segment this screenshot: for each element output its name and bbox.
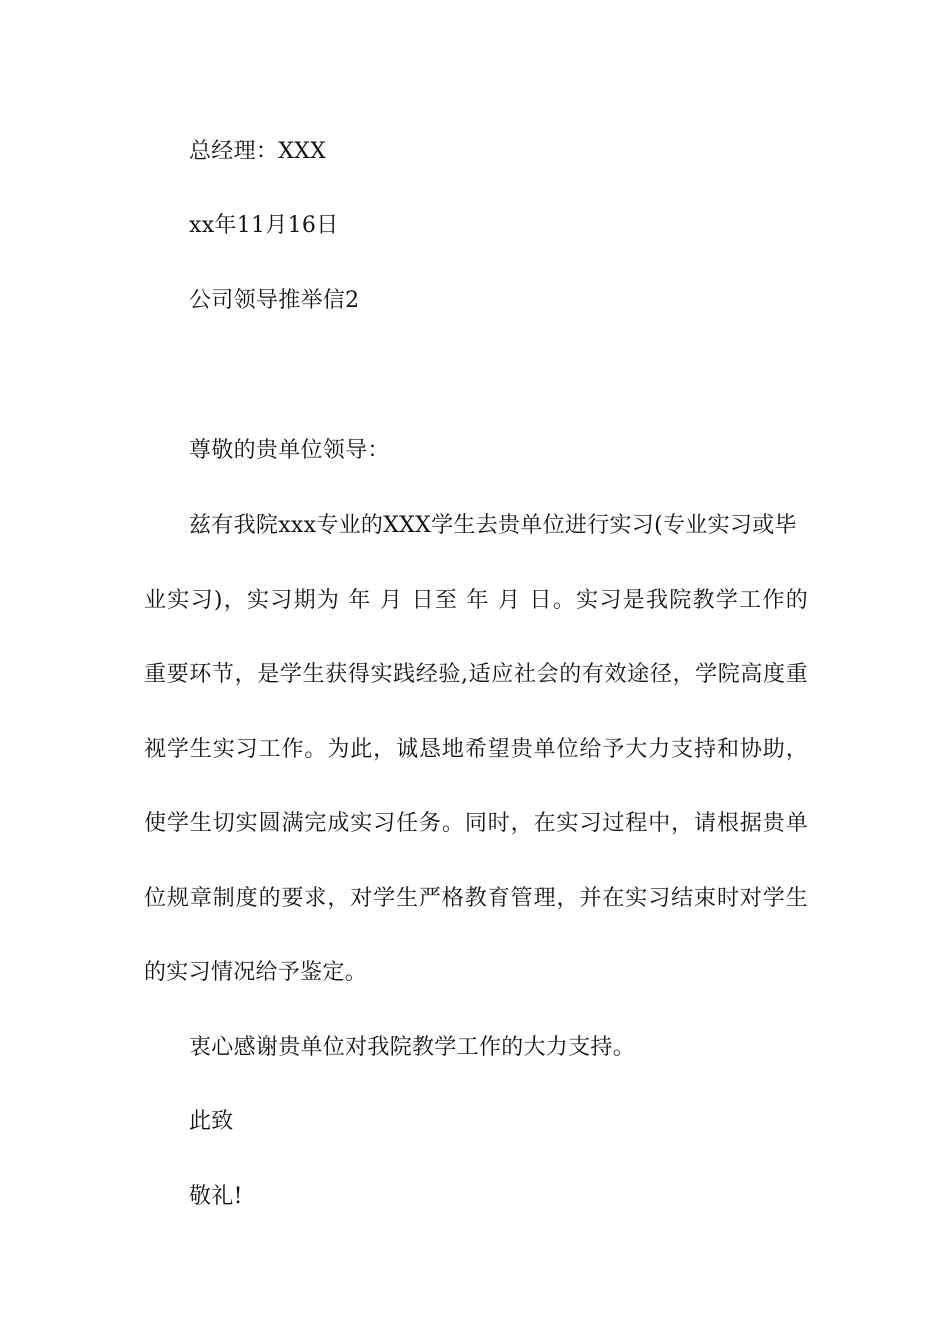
letter-title: 公司领导推举信2 <box>189 288 360 313</box>
body-paragraph-line: 使学生切实圆满完成实习任务。同时，在实习过程中，请根据贵单 <box>144 811 808 836</box>
letter-date: xx年11月16日 <box>189 213 339 238</box>
body-paragraph-line: 业实习)，实习期为 年 月 日至 年 月 日。实习是我院教学工作的 <box>144 588 808 613</box>
salutation: 尊敬的贵单位领导： <box>189 438 390 463</box>
closing-line: 敬礼! <box>189 1184 243 1209</box>
body-paragraph-line: 位规章制度的要求，对学生严格教育管理，并在实习结束时对学生 <box>144 886 808 911</box>
body-paragraph-line: 兹有我院xxx专业的XXX学生去贵单位进行实习(专业实习或毕 <box>189 513 797 538</box>
body-paragraph-line: 重要环节，是学生获得实践经验,适应社会的有效途径，学院高度重 <box>144 662 808 687</box>
thanks-line: 衷心感谢贵单位对我院教学工作的大力支持。 <box>189 1035 636 1060</box>
closing-line: 此致 <box>189 1109 234 1134</box>
body-paragraph-line: 视学生实习工作。为此，诚恳地希望贵单位给予大力支持和协助， <box>144 737 808 762</box>
signature-title: 总经理：XXX <box>189 139 327 164</box>
body-paragraph-line: 的实习情况给予鉴定。 <box>144 960 368 985</box>
